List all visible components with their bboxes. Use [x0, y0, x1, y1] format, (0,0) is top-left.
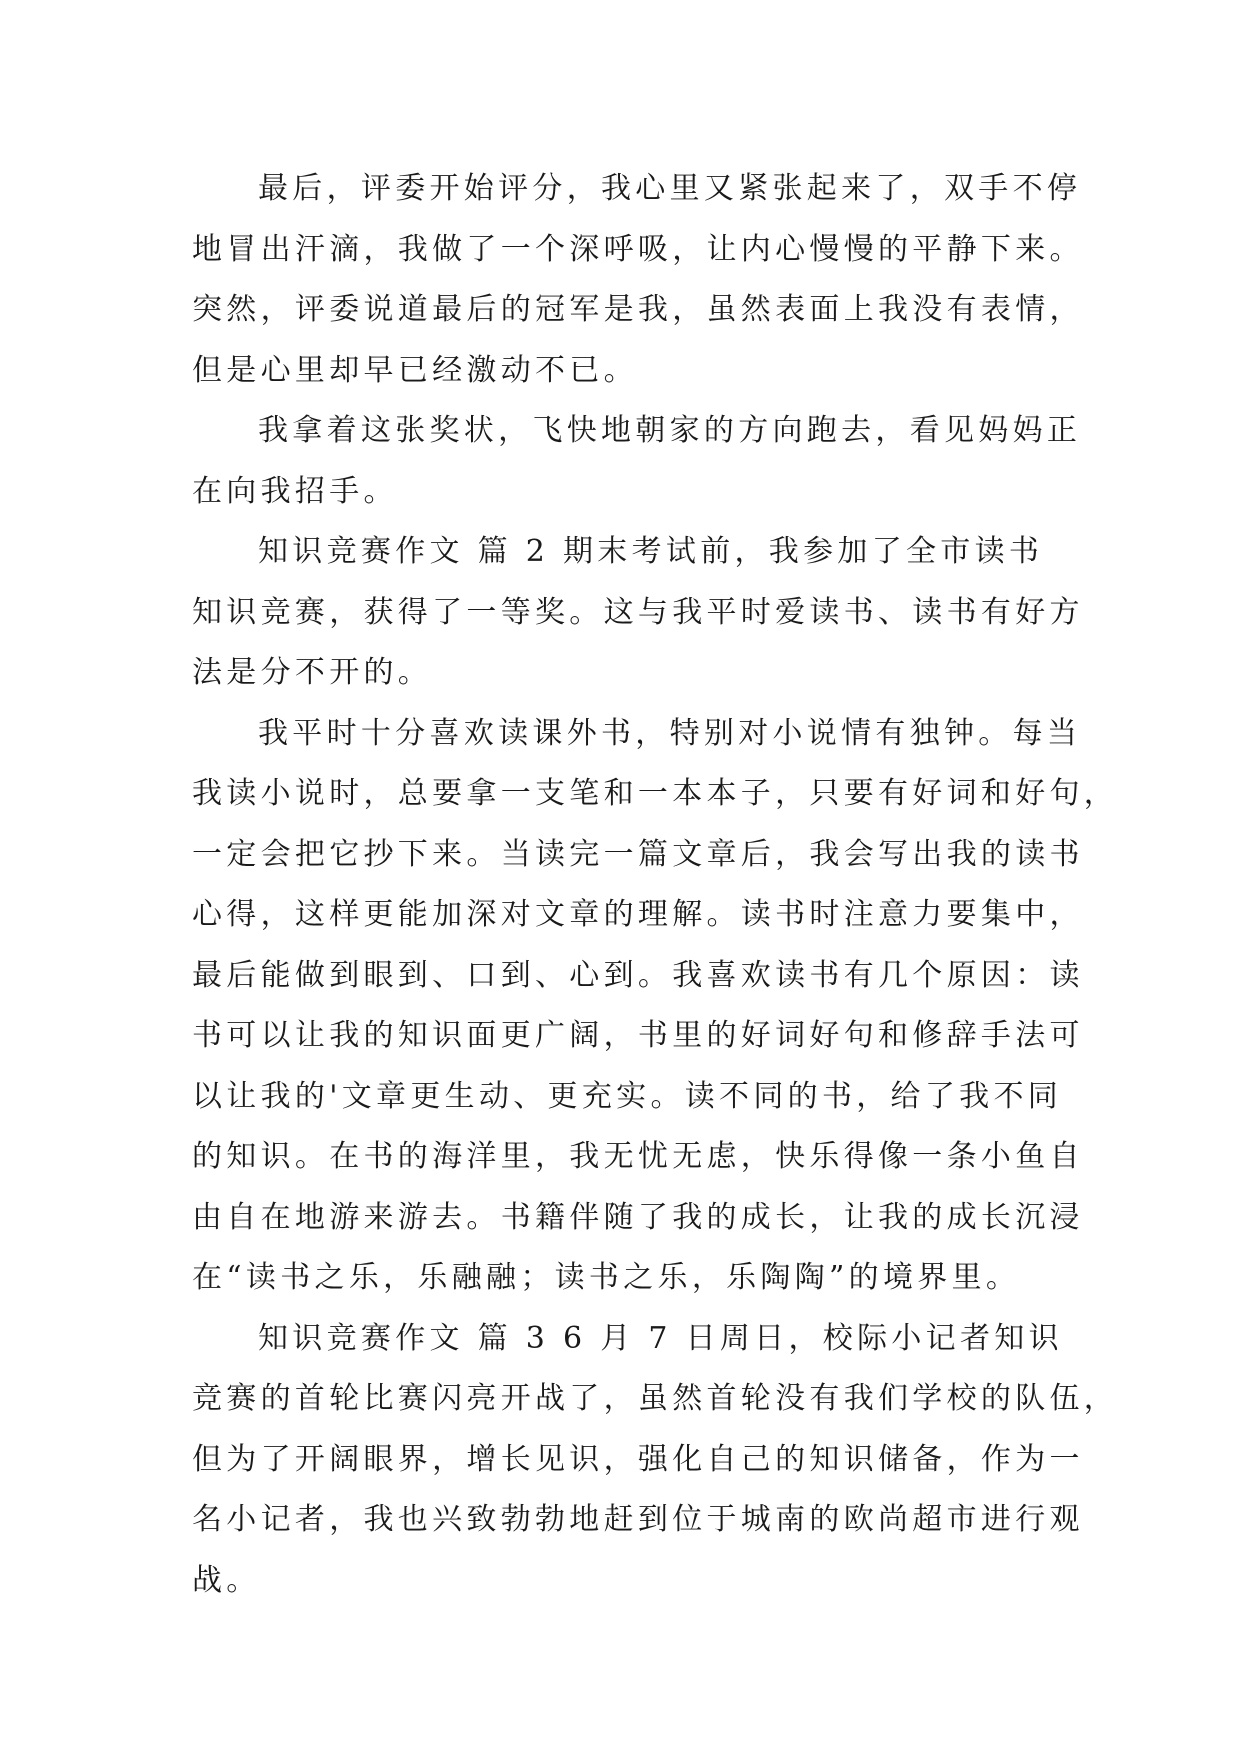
text-line: 知识竞赛作文 篇 2 期末考试前，我参加了全市读书 — [258, 534, 1044, 569]
text-line: 我读小说时，总要拿一支笔和一本本子，只要有好词和好句， — [192, 776, 1119, 811]
text-line: 以让我的'文章更生动、更充实。读不同的书，给了我不同 — [192, 1078, 1063, 1114]
text-line: 法是分不开的。 — [192, 655, 433, 690]
text-line: 书可以让我的知识面更广阔，书里的好词好句和修辞手法可 — [192, 1018, 1084, 1053]
text-line: 知识竞赛，获得了一等奖。这与我平时爱读书、读书有好方 — [192, 594, 1084, 630]
text-line: 最后，评委开始评分，我心里又紧张起来了，双手不停 — [258, 171, 1082, 206]
text-line: 名小记者，我也兴致勃勃地赶到位于城南的欧尚超市进行观 — [192, 1502, 1084, 1537]
text-line: 的知识。在书的海洋里，我无忧无虑，快乐得像一条小鱼自 — [192, 1139, 1084, 1174]
text-line: 突然，评委说道最后的冠军是我，虽然表面上我没有表情， — [192, 292, 1084, 327]
text-line: 我平时十分喜欢读课外书，特别对小说情有独钟。每当 — [258, 715, 1082, 751]
text-line: 但为了开阔眼界，增长见识，强化自己的知识储备，作为一 — [192, 1441, 1084, 1477]
text-line: 在“读书之乐，乐融融；读书之乐，乐陶陶”的境界里。 — [192, 1260, 1021, 1295]
text-line: 由自在地游来游去。书籍伴随了我的成长，让我的成长沉浸 — [192, 1199, 1084, 1235]
text-line: 最后能做到眼到、口到、心到。我喜欢读书有几个原因：读 — [192, 957, 1084, 993]
text-line: 心得，这样更能加深对文章的理解。读书时注意力要集中， — [192, 897, 1084, 932]
document-body — [192, 159, 1119, 1611]
text-line: 竞赛的首轮比赛闪亮开战了，虽然首轮没有我们学校的队伍， — [192, 1381, 1119, 1416]
text-line: 地冒出汗滴，我做了一个深呼吸，让内心慢慢的平静下来。 — [192, 231, 1084, 267]
text-line: 在向我招手。 — [192, 473, 398, 509]
text-line: 知识竞赛作文 篇 3 6 月 7 日周日，校际小记者知识 — [258, 1320, 1063, 1356]
text-line: 我拿着这张奖状，飞快地朝家的方向跑去，看见妈妈正 — [258, 413, 1082, 448]
text-line: 一定会把它抄下来。当读完一篇文章后，我会写出我的读书 — [192, 836, 1084, 872]
text-line: 但是心里却早已经激动不已。 — [192, 352, 638, 388]
text-line: 战。 — [192, 1562, 261, 1598]
